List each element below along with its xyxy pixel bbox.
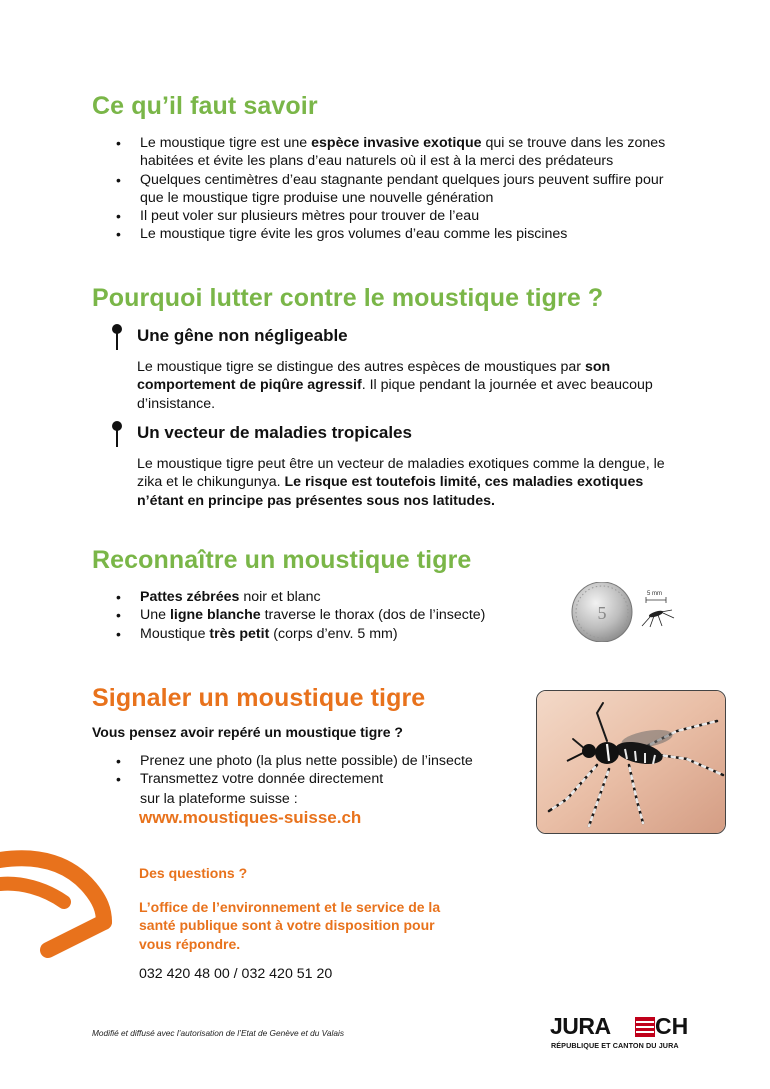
logo-subtitle: RÉPUBLIQUE ET CANTON DU JURA [551, 1041, 679, 1050]
jura-logo [550, 1014, 690, 1054]
section-title-ce-quil-faut-savoir: Ce qu’il faut savoir [92, 92, 318, 120]
scale-label: 5 mm [647, 591, 662, 597]
logo-text-right: CH [655, 1013, 689, 1039]
section-title-reconnaitre: Reconnaître un moustique tigre [92, 546, 472, 574]
coin-scale-illustration [568, 582, 680, 642]
mosquito-icon [642, 610, 674, 627]
signal-list [92, 752, 492, 789]
list-item: • Le moustique tigre évite les gros volumes d’eau comme les piscines [92, 225, 682, 243]
orange-arrow-decoration [0, 848, 140, 968]
facts-list [92, 134, 682, 244]
pin-icon [111, 324, 125, 350]
pin-icon [111, 421, 125, 447]
signal-platform-text: sur la plateforme suisse : [140, 791, 298, 807]
contact-text: L’office de l’environnement et le service de la santé publique sont à votre disposition pour vous répondre. [139, 899, 441, 952]
footer-note: Modifié et diffusé avec l’autorisation de l’Etat de Genève et du Valais [92, 1028, 344, 1038]
list-item: • Pattes zébrées noir et blanc [92, 588, 552, 606]
contact-heading: Des questions ? [139, 865, 248, 881]
paragraph-vecteur: Le moustique tigre peut être un vecteur de maladies exotiques comme la dengue, le zika et le chikungunya. Le risque est toutefois limité, ces maladies exotiques n’étant en principe pas présentes sous nos latitudes. [137, 456, 665, 509]
list-item: • Prenez une photo (la plus nette possible) de l’insecte [92, 752, 492, 770]
section-title-signaler: Signaler un moustique tigre [92, 684, 426, 712]
signal-question: Vous pensez avoir repéré un moustique tigre ? [92, 724, 403, 740]
list-item: • Il peut voler sur plusieurs mètres pour trouver de l’eau [92, 207, 682, 225]
mosquito-photo [536, 690, 726, 834]
list-item: • Quelques centimètres d’eau stagnante pendant quelques jours peuvent suffire pour que le moustique tigre produise une nouvelle génération [92, 171, 682, 208]
list-item: • Une ligne blanche traverse le thorax (dos de l’insecte) [92, 606, 552, 624]
recognition-list [92, 588, 552, 643]
list-item: • Le moustique tigre est une espèce invasive exotique qui se trouve dans les zones habitées et évite les plans d’eau naturels où il est à la merci des prédateurs [92, 134, 682, 171]
list-item: • Transmettez votre donnée directement [92, 770, 492, 788]
logo-flag-icon [635, 1017, 655, 1037]
section-title-pourquoi-lutter: Pourquoi lutter contre le moustique tigre ? [92, 284, 604, 312]
logo-text-left: JURA [550, 1013, 611, 1039]
contact-phones: 032 420 48 00 / 032 420 51 20 [139, 966, 333, 982]
list-item: • Moustique très petit (corps d’env. 5 mm) [92, 625, 552, 643]
coin-value: 5 [597, 603, 607, 623]
subheading-vecteur: Un vecteur de maladies tropicales [137, 423, 412, 442]
platform-link[interactable]: www.moustiques-suisse.ch [139, 808, 362, 827]
subheading-gene: Une gêne non négligeable [137, 326, 348, 345]
paragraph-gene: Le moustique tigre se distingue des autres espèces de moustiques par son comportement de piqûre agressif. Il pique pendant la journée et avec beaucoup d’insistance. [137, 359, 653, 412]
